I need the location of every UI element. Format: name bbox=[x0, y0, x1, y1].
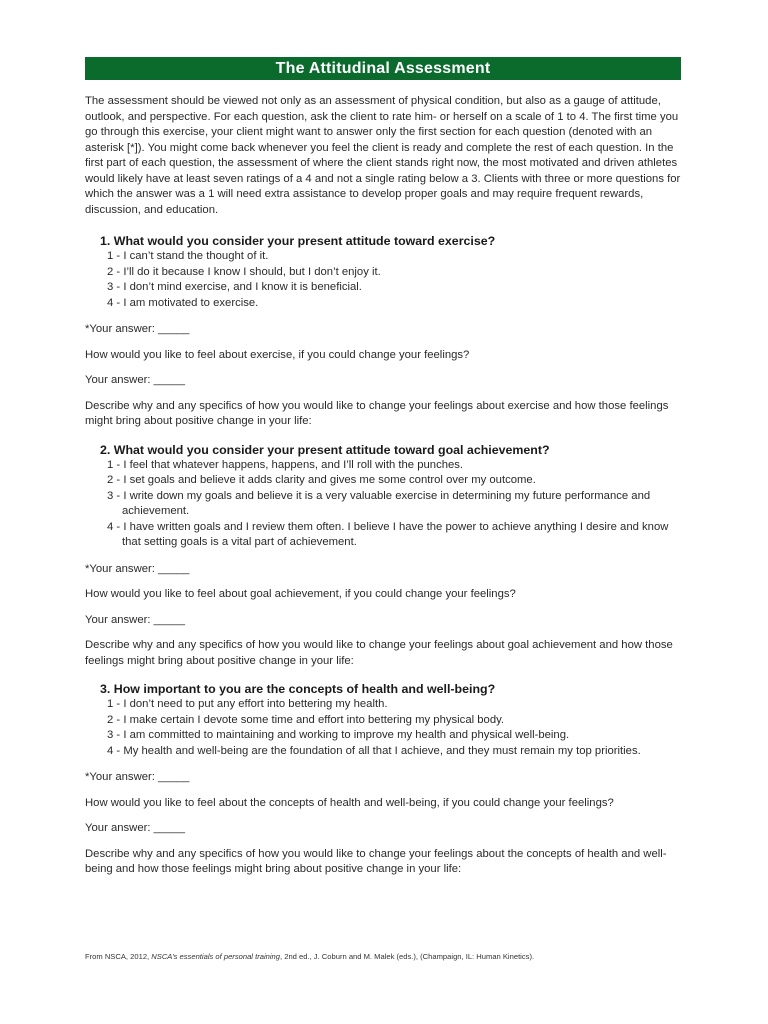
option-item: 3 - I don’t mind exercise, and I know it is beneficial. bbox=[107, 281, 362, 293]
option-item: 3 - I write down my goals and believe it is a very valuable exercise in determining my future performance and achievement. bbox=[107, 489, 651, 517]
answer-options bbox=[107, 249, 681, 311]
feel-prompt: How would you like to feel about the concepts of health and well-being, if you could change your feelings? bbox=[85, 796, 614, 809]
answer-line: Your answer: _____ bbox=[85, 613, 186, 626]
footer-suffix: , 2nd ed., J. Coburn and M. Malek (eds.), (Champaign, IL: Human Kinetics). bbox=[280, 952, 535, 961]
describe-prompt: Describe why and any specifics of how you would like to change your feelings about goal achievement and how those feelings might bring about positive change in your life: bbox=[85, 639, 673, 667]
question-heading: 3. How important to you are the concepts of health and well-being? bbox=[100, 682, 496, 696]
intro-paragraph: The assessment should be viewed not only as an assessment of physical condition, but also as a gauge of attitude, outlook, and perspective. For each question, ask the client to rate him- or herself on a scale of 1 to 4. The first time you go through this exercise, your client might want to answer only the first section for each question (denoted with an asterisk [*]). You might come back whenever you feel the client is ready and complete the rest of each question. In the first part of each question, the assessment of where the client stands right now, the most motivated and driven athletes would likely have at least seven ratings of a 4 and not a single rating below a 3. Clients with three or more questions for which the answer was a 1 will need extra assistance to develop proper goals and may require frequent rewards, discussion, and education. bbox=[85, 95, 681, 216]
star-answer-line: *Your answer: _____ bbox=[85, 323, 190, 335]
footer-prefix: From NSCA, 2012, bbox=[85, 952, 152, 961]
footer-book-title: NSCA’s essentials of personal training bbox=[151, 952, 281, 961]
option-item: 1 - I feel that whatever happens, happens, and I’ll roll with the punches. bbox=[107, 458, 464, 471]
answer-options bbox=[107, 458, 681, 551]
option-item: 1 - I can’t stand the thought of it. bbox=[107, 250, 269, 262]
star-answer-line: *Your answer: _____ bbox=[85, 771, 190, 783]
option-item: 4 - I am motivated to exercise. bbox=[107, 296, 259, 309]
question-1 bbox=[85, 233, 681, 430]
star-answer-line: *Your answer: _____ bbox=[85, 562, 190, 575]
option-item: 3 - I am committed to maintaining and working to improve my health and physical well-being. bbox=[107, 729, 570, 741]
option-item: 2 - I make certain I devote some time and effort into bettering my physical body. bbox=[107, 713, 505, 726]
question-heading: 2. What would you consider your present attitude toward goal achievement? bbox=[100, 442, 550, 457]
option-item: 4 - My health and well-being are the foundation of all that I achieve, and they must remain my top priorities. bbox=[107, 744, 641, 757]
page-title: The Attitudinal Assessment bbox=[85, 57, 681, 80]
answer-line: Your answer: _____ bbox=[85, 822, 186, 834]
answer-line: Your answer: _____ bbox=[85, 374, 186, 386]
option-item: 1 - I don’t need to put any effort into bettering my health. bbox=[107, 698, 388, 710]
option-item: 2 - I set goals and believe it adds clarity and gives me some control over my outcome. bbox=[107, 474, 536, 486]
describe-prompt: Describe why and any specifics of how you would like to change your feelings about exercise and how those feelings might bring about positive change in your life: bbox=[85, 399, 669, 427]
document-page bbox=[85, 57, 681, 878]
question-3 bbox=[85, 681, 681, 878]
answer-options bbox=[107, 697, 681, 759]
option-item: 4 - I have written goals and I review them often. I believe I have the power to achieve anything I desire and know that setting goals is a vital part of achievement. bbox=[107, 520, 669, 548]
feel-prompt: How would you like to feel about goal achievement, if you could change your feelings? bbox=[85, 588, 516, 600]
describe-prompt: Describe why and any specifics of how you would like to change your feelings about the concepts of health and well-being and how those feelings might bring about positive change in your life: bbox=[85, 847, 667, 875]
feel-prompt: How would you like to feel about exercise, if you could change your feelings? bbox=[85, 348, 470, 361]
question-2 bbox=[85, 442, 681, 670]
option-item: 2 - I’ll do it because I know I should, but I don’t enjoy it. bbox=[107, 265, 381, 278]
question-heading: 1. What would you consider your present attitude toward exercise? bbox=[100, 234, 496, 248]
source-footer bbox=[85, 952, 534, 961]
